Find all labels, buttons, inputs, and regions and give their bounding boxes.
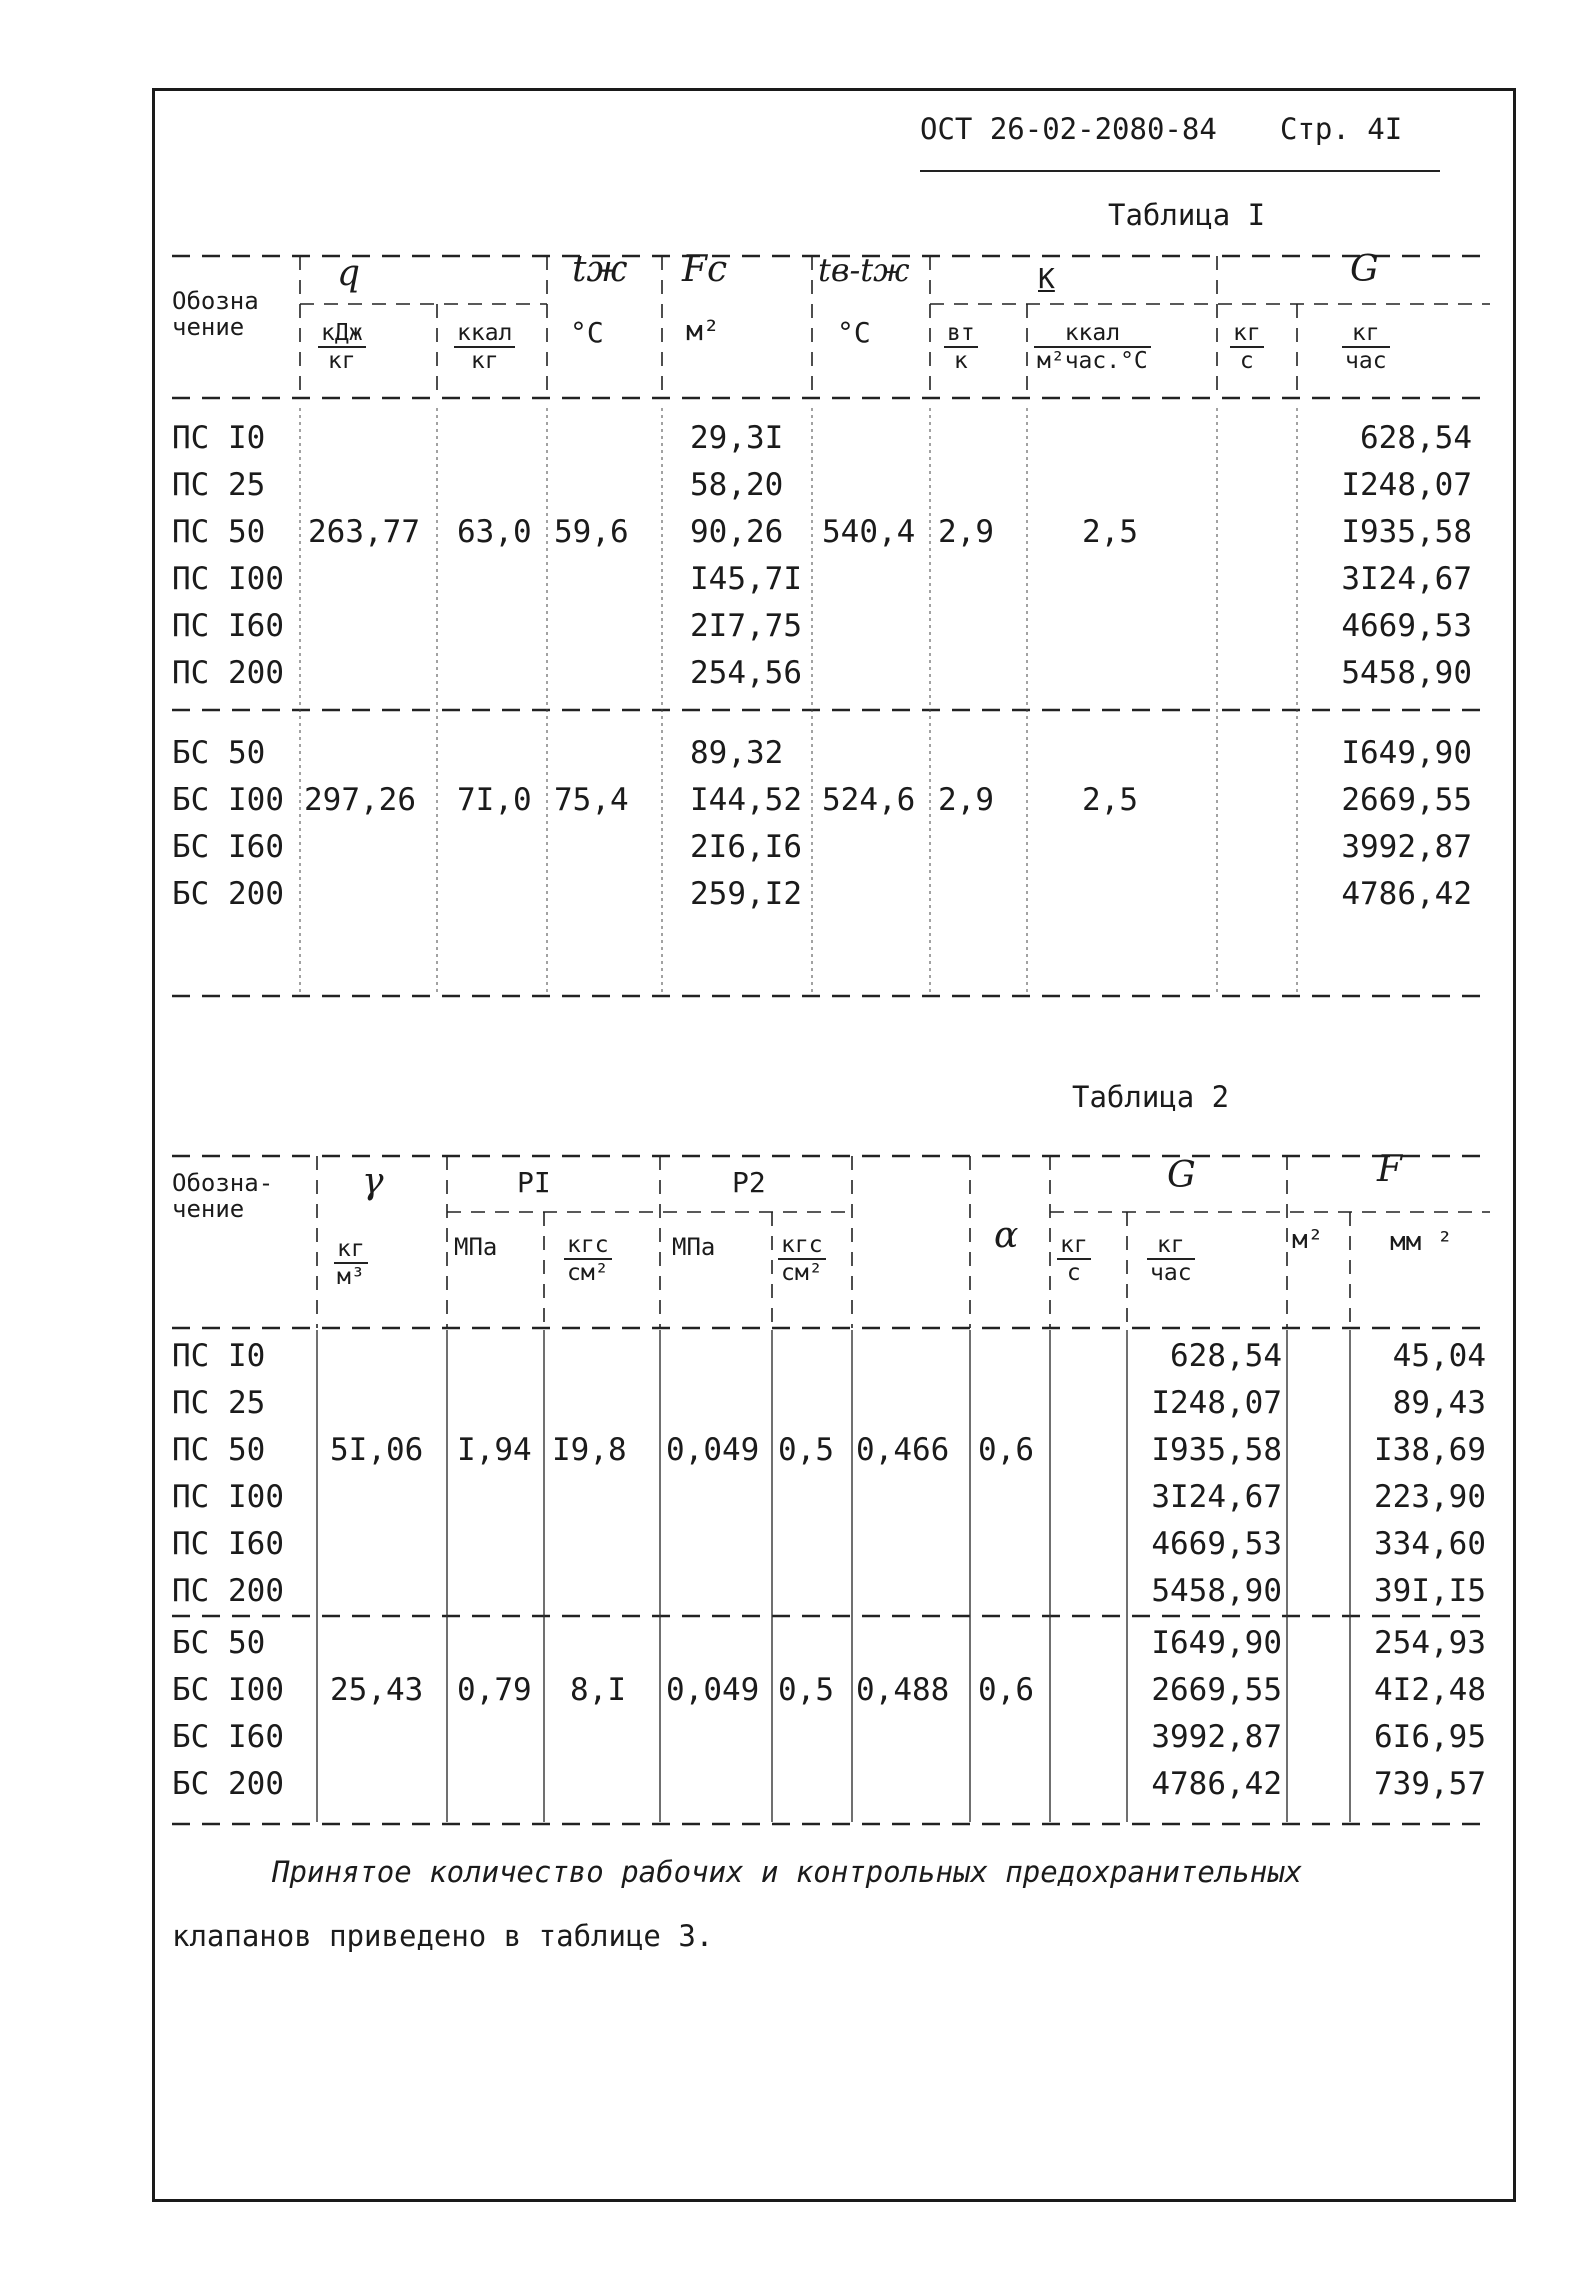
- t2-ps-f-mm2: I38,69: [1374, 1432, 1486, 1468]
- t1-bs-fc: 2I6,I6: [690, 829, 802, 865]
- t2-ps-alpha: 0,6: [978, 1432, 1034, 1468]
- t1-bs-q-kj: 297,26: [304, 782, 416, 818]
- paragraph-line-1: Принятое количество рабочих и контрольных предохранительных: [272, 1855, 1303, 1889]
- t2-ps-g: 3I24,67: [1151, 1479, 1282, 1515]
- t2-ps-f-mm2: 223,90: [1374, 1479, 1486, 1515]
- t1-ps-g: 4669,53: [1341, 608, 1472, 644]
- frac-num: кг: [1230, 320, 1264, 348]
- t1-bs-g: I649,90: [1341, 735, 1472, 771]
- t2-header-p2-symbol: P2: [732, 1166, 766, 1199]
- t1-header-k-wt: [944, 320, 978, 375]
- t2-ps-f-mm2: 39I,I5: [1374, 1573, 1486, 1609]
- frac-den: с: [1239, 348, 1254, 375]
- t2-bs-alpha: 0,6: [978, 1672, 1034, 1708]
- t1-header-g-symbol: G: [1350, 249, 1379, 290]
- t2-row-designation: БС I00: [172, 1672, 284, 1708]
- t2-bs-f-mm2: 739,57: [1374, 1766, 1486, 1802]
- t1-ps-k-kcal: 2,5: [1082, 514, 1138, 550]
- t2-ps-f-mm2: 334,60: [1374, 1526, 1486, 1562]
- t1-ps-dt: 540,4: [822, 514, 916, 550]
- t2-header-p2-mpa: МПа: [672, 1233, 716, 1261]
- frac-num: вт: [944, 320, 978, 348]
- t2-bs-f-mm2: 4I2,48: [1374, 1672, 1486, 1708]
- t1-header-designation-line2: чение: [172, 313, 245, 342]
- t1-ps-fc: I45,7I: [690, 561, 802, 597]
- t1-ps-g: 5458,90: [1341, 655, 1472, 691]
- t1-row-designation: БС I00: [172, 782, 284, 818]
- t1-header-fc-unit: м²: [686, 314, 720, 347]
- t1-header-designation: [172, 288, 259, 341]
- t1-ps-g: 3I24,67: [1341, 561, 1472, 597]
- t1-ps-g: I935,58: [1341, 514, 1472, 550]
- t2-header-p1-mpa: МПа: [454, 1233, 498, 1261]
- t1-bs-g: 3992,87: [1341, 829, 1472, 865]
- t2-bs-f-mm2: 6I6,95: [1374, 1719, 1486, 1755]
- t2-ps-g: I248,07: [1151, 1385, 1282, 1421]
- t2-bs-g: 2669,55: [1151, 1672, 1282, 1708]
- t2-row-designation: БС 200: [172, 1766, 284, 1802]
- t2-header-gamma-symbol: γ: [362, 1161, 384, 1202]
- t2-header-f-symbol: F: [1377, 1149, 1402, 1190]
- t1-bs-fc: 89,32: [690, 735, 784, 771]
- t2-header-f-m2: м²: [1292, 1225, 1324, 1255]
- frac-num: ккал: [1034, 320, 1151, 348]
- t2-bs-blank-col: 0,488: [856, 1672, 950, 1708]
- t1-ps-fc: 90,26: [690, 514, 784, 550]
- frac-den: см²: [781, 1260, 823, 1287]
- t1-ps-g: I248,07: [1341, 467, 1472, 503]
- t1-ps-fc: 254,56: [690, 655, 802, 691]
- t2-row-designation: ПС I00: [172, 1479, 284, 1515]
- table-1: [172, 248, 1490, 1000]
- t2-bs-g: 3992,87: [1151, 1719, 1282, 1755]
- t2-row-designation: ПС 200: [172, 1573, 284, 1609]
- t2-bs-g: I649,90: [1151, 1625, 1282, 1661]
- t1-header-q-kj: [318, 320, 366, 375]
- t2-row-designation: БС I60: [172, 1719, 284, 1755]
- t1-header-dt-symbol: tв-tж: [818, 251, 910, 289]
- t2-bs-p2-mpa: 0,049: [666, 1672, 760, 1708]
- t2-bs-f-mm2: 254,93: [1374, 1625, 1486, 1661]
- t1-bs-dt: 524,6: [822, 782, 916, 818]
- t1-header-g-kgs: [1230, 320, 1264, 375]
- t1-header-q-symbol: q: [337, 253, 361, 294]
- t2-row-designation: ПС 25: [172, 1385, 266, 1421]
- frac-den: с: [1066, 1260, 1081, 1287]
- t2-ps-f-mm2: 45,04: [1392, 1338, 1486, 1374]
- t1-ps-k-wt: 2,9: [938, 514, 994, 550]
- t2-bs-p1-kgc: 8,I: [570, 1672, 626, 1708]
- frac-num: кг: [1342, 320, 1390, 348]
- t2-bs-gamma: 25,43: [330, 1672, 424, 1708]
- t2-ps-g: 628,54: [1170, 1338, 1282, 1374]
- t2-ps-g: 5458,90: [1151, 1573, 1282, 1609]
- t2-header-g-symbol: G: [1167, 1155, 1196, 1196]
- frac-num: кг: [334, 1236, 368, 1264]
- frac-num: кг: [1147, 1232, 1195, 1260]
- frac-den: час: [1150, 1260, 1192, 1287]
- frac-num: кг: [1057, 1232, 1091, 1260]
- t2-header-designation: [172, 1170, 273, 1223]
- t1-bs-fc: I44,52: [690, 782, 802, 818]
- table2-caption: Таблица 2: [1072, 1080, 1230, 1114]
- t1-row-designation: БС I60: [172, 829, 284, 865]
- t1-header-designation-line1: Обозна: [172, 287, 259, 315]
- document-code: ОСТ 26-02-2080-84: [920, 112, 1217, 146]
- t1-row-designation: ПС 200: [172, 655, 284, 691]
- t1-bs-q-kcal: 7I,0: [457, 782, 532, 818]
- frac-num: кгс: [778, 1232, 826, 1260]
- t1-header-q-kcal: [454, 320, 515, 375]
- t2-ps-gamma: 5I,06: [330, 1432, 424, 1468]
- t1-bs-g: 2669,55: [1341, 782, 1472, 818]
- frac-num: ккал: [454, 320, 515, 348]
- t2-ps-p2-mpa: 0,049: [666, 1432, 760, 1468]
- frac-den: м²час.°C: [1037, 348, 1148, 375]
- t1-bs-fc: 259,I2: [690, 876, 802, 912]
- t2-ps-p2-kgc: 0,5: [778, 1432, 834, 1468]
- t2-bs-p1-mpa: 0,79: [457, 1672, 532, 1708]
- t1-bs-k-kcal: 2,5: [1082, 782, 1138, 818]
- t1-header-fc-symbol: Fc: [682, 249, 728, 290]
- t2-ps-p1-kgc: I9,8: [552, 1432, 627, 1468]
- t1-header-dt-unit: °C: [837, 316, 871, 349]
- frac-den: см²: [567, 1260, 609, 1287]
- document-header: [920, 112, 1440, 146]
- t1-header-k-kcal: [1034, 320, 1151, 375]
- t1-row-designation: ПС 25: [172, 467, 266, 503]
- t2-header-designation-line1: Обозна-: [172, 1169, 274, 1197]
- t1-header-tzh-symbol: tж: [572, 249, 628, 290]
- t1-ps-g: 628,54: [1360, 420, 1472, 456]
- t2-row-designation: ПС I60: [172, 1526, 284, 1562]
- t2-header-p1-kgc: [564, 1232, 612, 1287]
- t1-ps-q-kcal: 63,0: [457, 514, 532, 550]
- t2-ps-p1-mpa: I,94: [457, 1432, 532, 1468]
- frac-num: кгс: [564, 1232, 612, 1260]
- t2-header-p1-symbol: PI: [517, 1166, 551, 1199]
- paragraph-line-2: клапанов приведено в таблице 3.: [172, 1919, 714, 1953]
- t2-header-p2-kgc: [778, 1232, 826, 1287]
- frac-den: час: [1345, 348, 1387, 375]
- t2-header-g-kgs: [1057, 1232, 1091, 1287]
- page-number: Стр. 4I: [1280, 112, 1403, 146]
- frac-den: кг: [327, 348, 356, 375]
- t2-row-designation: БС 50: [172, 1625, 266, 1661]
- t2-ps-f-mm2: 89,43: [1392, 1385, 1486, 1421]
- t1-row-designation: ПС I0: [172, 420, 266, 456]
- t1-bs-g: 4786,42: [1341, 876, 1472, 912]
- closing-paragraph: [172, 1840, 1472, 1968]
- t2-ps-blank-col: 0,466: [856, 1432, 950, 1468]
- t2-ps-g: I935,58: [1151, 1432, 1282, 1468]
- table1-caption: Таблица I: [1108, 198, 1266, 232]
- t2-header-g-kgh: [1147, 1232, 1195, 1287]
- frac-den: кг: [470, 348, 499, 375]
- t2-ps-g: 4669,53: [1151, 1526, 1282, 1562]
- t1-ps-tzh: 59,6: [554, 514, 629, 550]
- t1-row-designation: ПС I60: [172, 608, 284, 644]
- t2-row-designation: ПС I0: [172, 1338, 266, 1374]
- t2-header-designation-line2: чение: [172, 1195, 245, 1224]
- t1-bs-k-wt: 2,9: [938, 782, 994, 818]
- t2-bs-g: 4786,42: [1151, 1766, 1282, 1802]
- t2-header-alpha-symbol: α: [994, 1215, 1019, 1256]
- t1-row-designation: БС 50: [172, 735, 266, 771]
- t1-header-g-kgh: [1342, 320, 1390, 375]
- t2-header-f-mm2: мм ²: [1390, 1227, 1453, 1257]
- t1-row-designation: БС 200: [172, 876, 284, 912]
- table1-rules: [172, 248, 1490, 1000]
- t1-header-k-symbol: К: [1038, 262, 1055, 295]
- t2-row-designation: ПС 50: [172, 1432, 266, 1468]
- t1-ps-fc: 2I7,75: [690, 608, 802, 644]
- frac-den: м³: [337, 1264, 365, 1291]
- t1-ps-fc: 58,20: [690, 467, 784, 503]
- header-underline: [920, 170, 1440, 172]
- frac-num: кДж: [318, 320, 366, 348]
- t1-row-designation: ПС I00: [172, 561, 284, 597]
- t1-bs-tzh: 75,4: [554, 782, 629, 818]
- t1-header-tzh-unit: °C: [570, 316, 604, 349]
- table-2: [172, 1148, 1490, 1834]
- t2-bs-p2-kgc: 0,5: [778, 1672, 834, 1708]
- t1-ps-fc: 29,3I: [690, 420, 784, 456]
- t2-header-gamma-unit: [334, 1236, 368, 1291]
- t1-row-designation: ПС 50: [172, 514, 266, 550]
- t1-ps-q-kj: 263,77: [308, 514, 420, 550]
- frac-den: к: [953, 348, 968, 375]
